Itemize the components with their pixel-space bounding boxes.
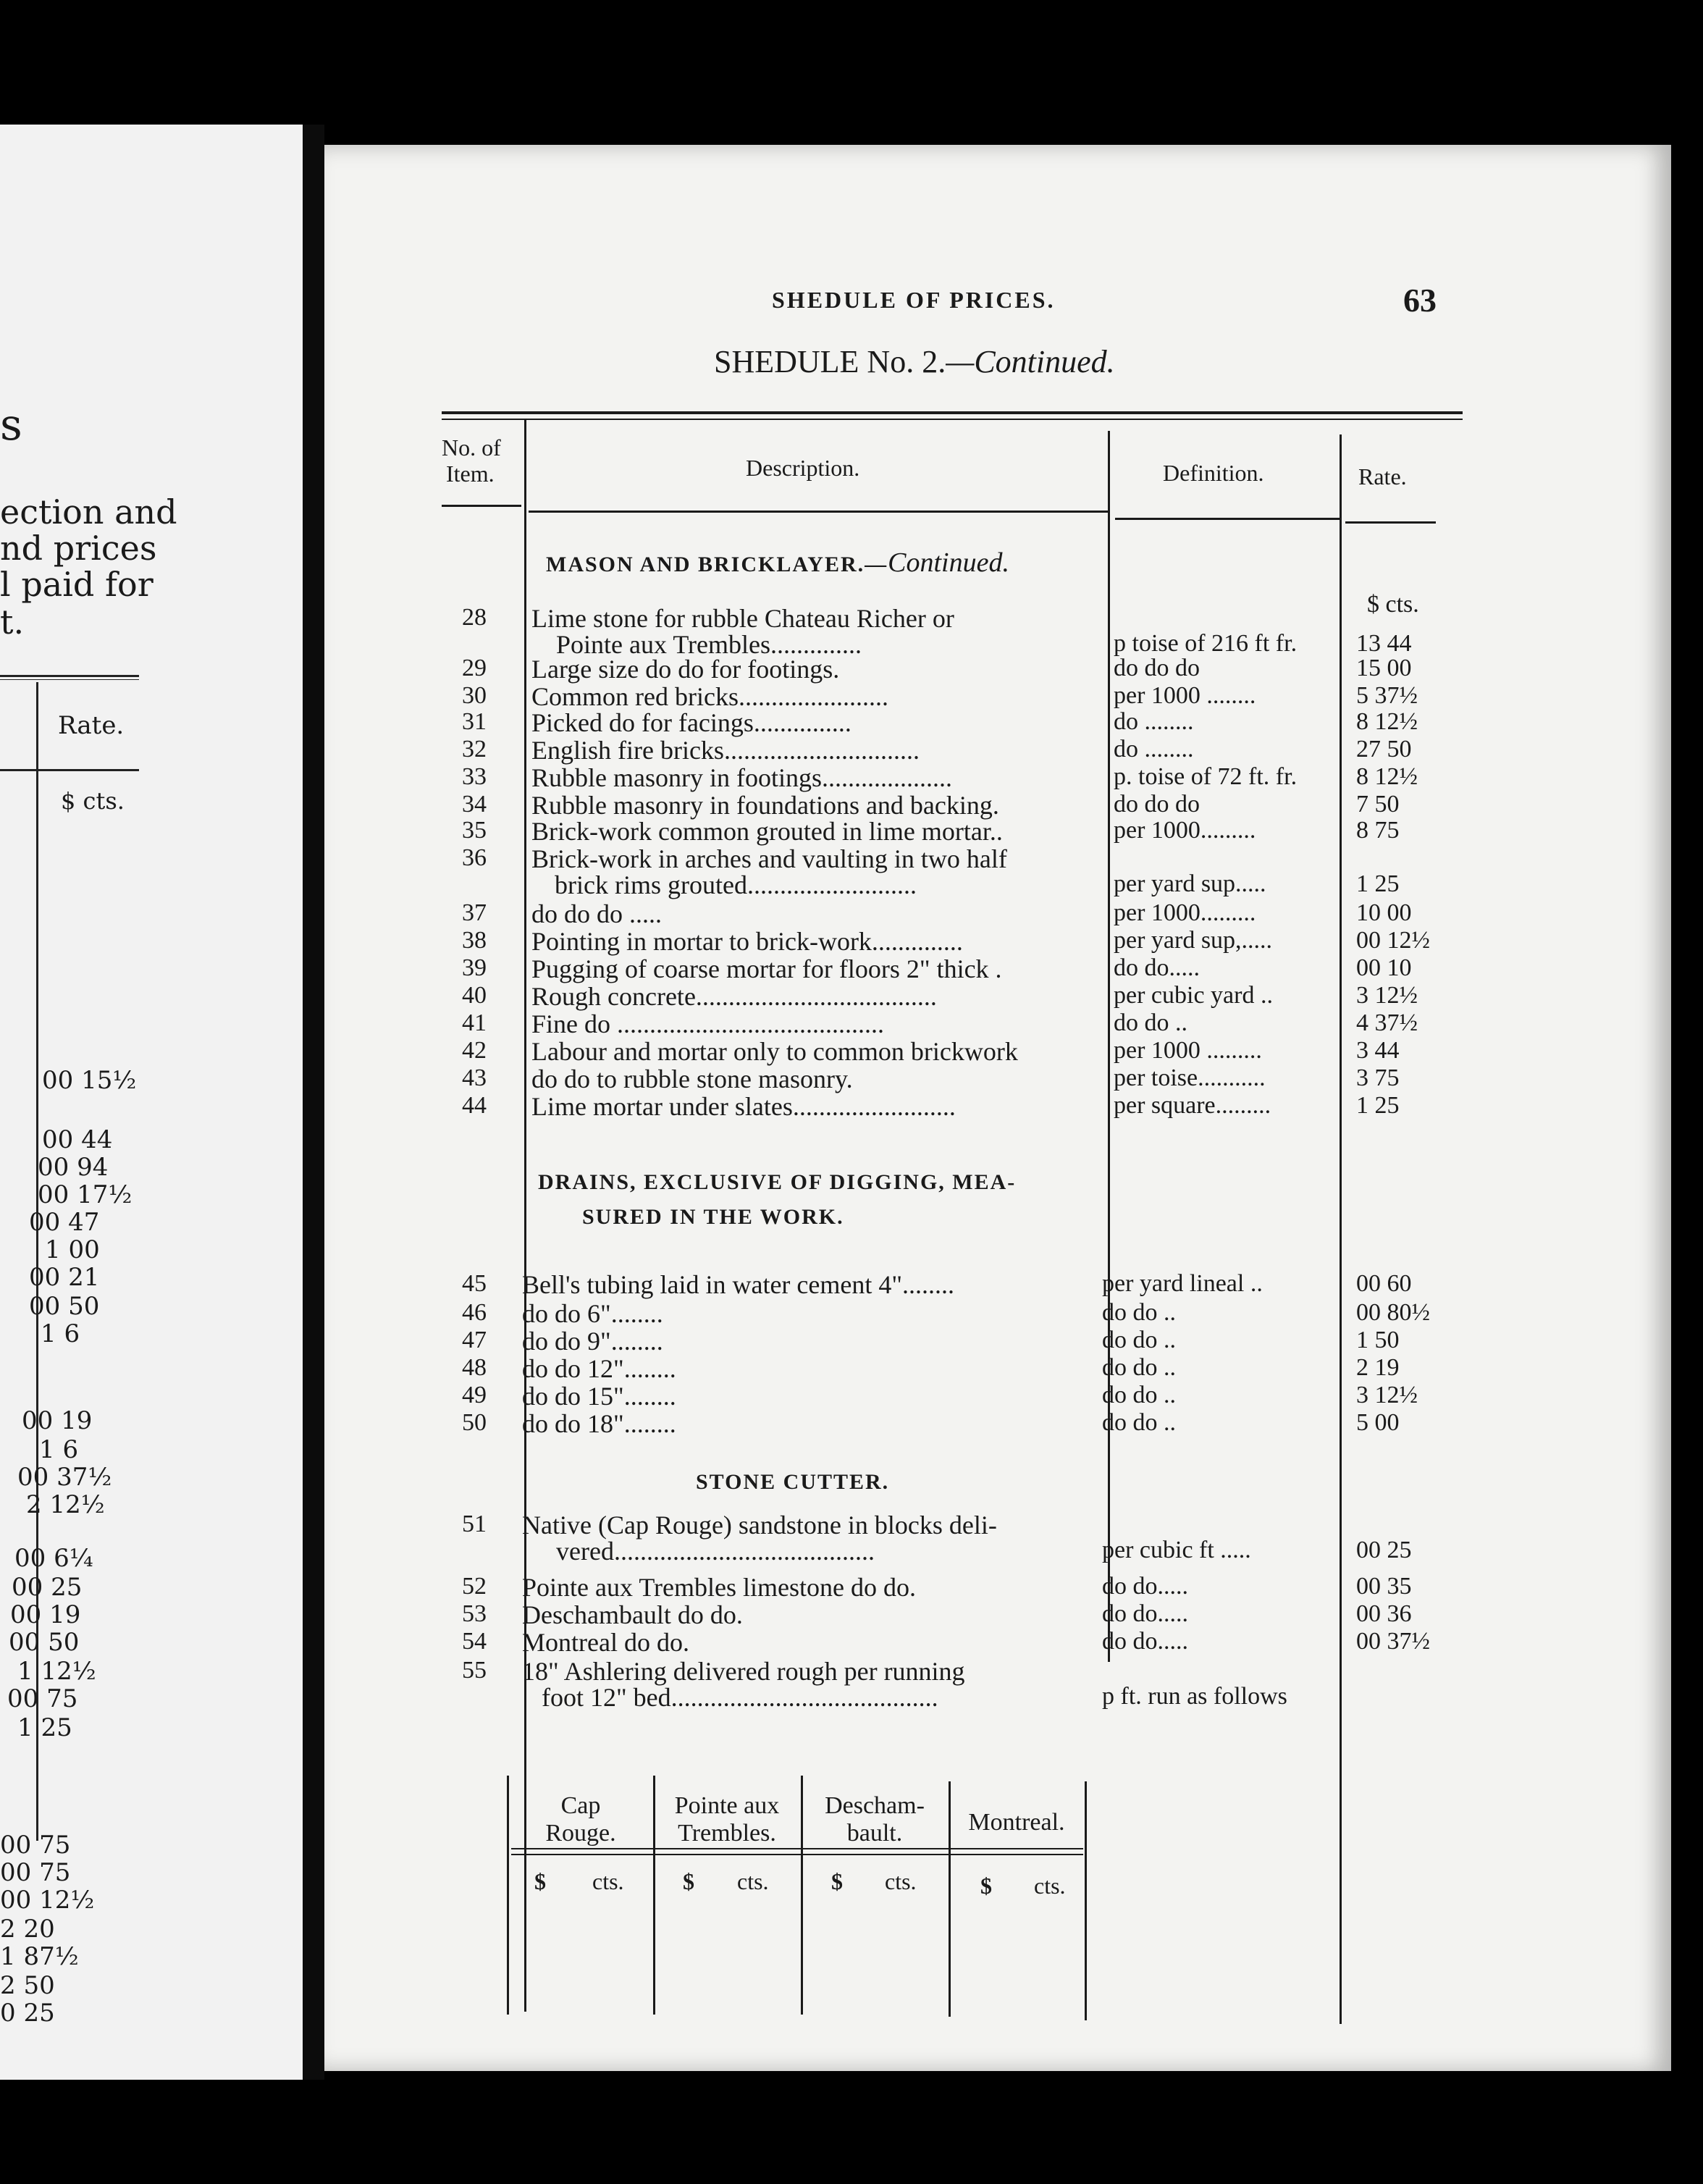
item-description-cont: vered........................................ — [556, 1537, 875, 1566]
item-rate: 8 75 — [1356, 817, 1400, 844]
left-rate-value: 00 17½ — [38, 1180, 133, 1209]
subtable-header-rule — [511, 1848, 1083, 1849]
left-rate-value: 1 6 — [39, 1435, 79, 1464]
item-rate: 00 36 — [1356, 1600, 1412, 1627]
item-number: 53 — [462, 1600, 487, 1627]
item-number: 32 — [462, 736, 487, 763]
left-rule — [0, 769, 139, 771]
item-description: Bell's tubing laid in water cement 4"........ — [522, 1270, 955, 1299]
col-rule-description — [1108, 431, 1110, 1662]
header-rule — [1345, 521, 1436, 524]
item-number: 40 — [462, 982, 487, 1009]
item-definition: do do .. — [1102, 1327, 1176, 1353]
item-rate: 00 25 — [1356, 1537, 1412, 1563]
item-description: Rubble masonry in footings.................... — [531, 763, 952, 792]
item-rate: 3 12½ — [1356, 1382, 1418, 1408]
item-number: 41 — [462, 1009, 487, 1036]
subtable-currency: cts. — [885, 1868, 917, 1894]
subtable-header: Descham- — [825, 1792, 925, 1819]
left-rate-value: 2 20 — [0, 1915, 55, 1944]
item-rate: 00 80½ — [1356, 1299, 1430, 1326]
item-definition: do ........ — [1114, 708, 1194, 735]
item-description: Brick-work in arches and vaulting in two half — [531, 844, 1007, 873]
left-rate-value: 1 00 — [45, 1235, 100, 1264]
item-description: Deschambault do do. — [522, 1600, 743, 1629]
item-number: 38 — [462, 927, 487, 954]
left-rate-value: 00 19 — [10, 1600, 81, 1629]
item-description: Labour and mortar only to common brickwork — [531, 1037, 1018, 1066]
item-definition: p toise of 216 ft fr. — [1114, 630, 1298, 657]
table-top-rule — [442, 419, 1463, 420]
item-definition: per yard sup..... — [1114, 870, 1266, 897]
item-rate: 10 00 — [1356, 899, 1412, 926]
item-number: 52 — [462, 1573, 487, 1600]
item-description: Fine do ......................................... — [531, 1009, 885, 1038]
left-rate-value: 00 75 — [7, 1684, 78, 1713]
left-rate-value: 00 21 — [29, 1263, 100, 1292]
subtable-currency: cts. — [592, 1868, 624, 1894]
left-rate-value: 1 25 — [17, 1713, 72, 1742]
header-rule — [442, 505, 521, 507]
left-text-line: l paid for — [0, 565, 154, 604]
item-rate: 00 35 — [1356, 1573, 1412, 1600]
item-description: Pugging of coarse mortar for floors 2" thick . — [531, 954, 1002, 983]
col-header-description: Description. — [746, 455, 860, 481]
section-mason-title: MASON AND BRICKLAYER.— — [546, 553, 888, 576]
item-number: 51 — [462, 1511, 487, 1537]
item-description: Rubble masonry in foundations and backing. — [531, 791, 999, 820]
item-rate: 00 10 — [1356, 954, 1412, 981]
item-rate: 1 25 — [1356, 870, 1400, 897]
left-rate-header: Rate. — [58, 711, 125, 740]
item-description: Pointe aux Trembles limestone do do. — [522, 1573, 916, 1602]
subtable-col-rule — [801, 1776, 803, 2015]
left-rate-value: 00 6¼ — [14, 1544, 93, 1573]
subtable-currency: cts. — [1034, 1873, 1066, 1899]
left-rate-value: 00 75 — [0, 1831, 71, 1860]
item-definition: per 1000......... — [1114, 817, 1256, 844]
item-number: 43 — [462, 1064, 487, 1091]
item-definition: per 1000 ......... — [1114, 1037, 1262, 1064]
item-number: 36 — [462, 844, 487, 871]
item-number: 31 — [462, 708, 487, 735]
item-description: do do 18"........ — [522, 1409, 676, 1438]
item-definition: do do .. — [1102, 1299, 1176, 1326]
left-rate-value: 00 47 — [29, 1208, 100, 1237]
item-definition: per 1000 ........ — [1114, 682, 1256, 709]
item-rate: 15 00 — [1356, 655, 1412, 681]
subtable-header: Trembles. — [678, 1820, 776, 1847]
item-definition: do do..... — [1114, 954, 1200, 981]
left-rate-value: 2 12½ — [26, 1490, 105, 1519]
subtable-col-rule — [507, 1776, 509, 2015]
item-rate: 13 44 — [1356, 630, 1412, 657]
left-rate-value: 00 15½ — [42, 1066, 137, 1095]
item-definition: per toise........... — [1114, 1064, 1266, 1091]
item-description: Montreal do do. — [522, 1628, 689, 1657]
item-number: 54 — [462, 1628, 487, 1655]
item-definition: per square......... — [1114, 1092, 1271, 1119]
header-rule — [529, 511, 1108, 513]
item-number: 45 — [462, 1270, 487, 1297]
item-rate: 1 25 — [1356, 1092, 1400, 1119]
item-description: Native (Cap Rouge) sandstone in blocks deli- — [522, 1511, 997, 1540]
left-rule — [0, 679, 139, 680]
left-page-fragment — [0, 125, 303, 2080]
item-description: Large size do do for footings. — [531, 655, 840, 684]
item-rate: 1 50 — [1356, 1327, 1400, 1353]
item-definition: do do do — [1114, 655, 1200, 681]
header-rule — [1115, 518, 1340, 520]
left-rate-value: 0 25 — [0, 1999, 55, 2028]
subtable-currency: $ — [831, 1868, 843, 1894]
item-definition: do do .. — [1102, 1409, 1176, 1436]
subtable-currency: $ — [683, 1868, 694, 1894]
item-definition: per cubic ft ..... — [1102, 1537, 1251, 1563]
subtable-header: Montreal. — [968, 1809, 1065, 1836]
item-number: 42 — [462, 1037, 487, 1064]
left-rate-value: 1 12½ — [17, 1657, 96, 1686]
left-rate-value: 00 50 — [29, 1292, 100, 1321]
item-number: 50 — [462, 1409, 487, 1436]
item-description: Brick-work common grouted in lime mortar.. — [531, 817, 1003, 846]
item-definition: do do .. — [1114, 1009, 1187, 1036]
item-rate: 8 12½ — [1356, 708, 1418, 735]
section-stone-cutter: STONE CUTTER. — [696, 1470, 890, 1494]
item-number: 46 — [462, 1299, 487, 1326]
item-rate: 3 75 — [1356, 1064, 1400, 1091]
item-definition: p. toise of 72 ft. fr. — [1114, 763, 1298, 790]
item-rate: 3 44 — [1356, 1037, 1400, 1064]
left-rate-value: 00 37½ — [17, 1463, 112, 1492]
subtable-currency: $ — [980, 1873, 992, 1899]
item-number: 30 — [462, 682, 487, 709]
item-rate: 2 19 — [1356, 1354, 1400, 1381]
item-definition: per cubic yard .. — [1114, 982, 1273, 1009]
subtable-header: Rouge. — [545, 1820, 616, 1847]
item-description: do do 6"........ — [522, 1299, 663, 1328]
item-description: do do 15"........ — [522, 1382, 676, 1411]
item-description: English fire bricks.............................. — [531, 736, 920, 765]
table-top-rule — [442, 411, 1463, 414]
item-definition: per yard lineal .. — [1102, 1270, 1263, 1297]
item-definition: per 1000......... — [1114, 899, 1256, 926]
item-number: 34 — [462, 791, 487, 818]
left-heading-fragment: s — [0, 400, 22, 450]
item-number: 39 — [462, 954, 487, 981]
item-description-cont: foot 12" bed......................................... — [542, 1683, 938, 1712]
item-number: 55 — [462, 1657, 487, 1684]
item-number: 37 — [462, 899, 487, 926]
page-number: 63 — [1403, 282, 1437, 319]
item-number: 49 — [462, 1382, 487, 1408]
subtable-col-rule — [653, 1776, 655, 2015]
item-number: 29 — [462, 655, 487, 681]
item-definition: do do..... — [1102, 1573, 1188, 1600]
item-definition: do do .. — [1102, 1354, 1176, 1381]
item-rate: 4 37½ — [1356, 1009, 1418, 1036]
item-description: do do do ..... — [531, 899, 662, 928]
item-number: 28 — [462, 604, 487, 631]
item-number: 44 — [462, 1092, 487, 1119]
schedule-title-continued: —Continued. — [946, 344, 1115, 379]
item-rate: 7 50 — [1356, 791, 1400, 818]
item-definition: do ........ — [1114, 736, 1194, 763]
item-description: do do to rubble stone masonry. — [531, 1064, 853, 1093]
item-definition: do do .. — [1102, 1382, 1176, 1408]
col-header-item-2: Item. — [446, 461, 495, 487]
item-rate: 5 00 — [1356, 1409, 1400, 1436]
left-text-line: t. — [0, 602, 25, 642]
subtable-header: Pointe aux — [674, 1792, 780, 1819]
item-description-cont: brick rims grouted.......................... — [555, 870, 917, 899]
subtable-currency: cts. — [737, 1868, 769, 1894]
left-rate-value: 00 75 — [0, 1858, 71, 1887]
item-description: Rough concrete..................................... — [531, 982, 937, 1011]
item-rate: 5 37½ — [1356, 682, 1418, 709]
item-definition: p ft. run as follows — [1102, 1683, 1287, 1710]
left-currency-header: $ cts. — [61, 787, 125, 815]
left-rate-value: 1 6 — [41, 1319, 80, 1348]
item-description: Pointing in mortar to brick-work.............. — [531, 927, 963, 956]
subtable-header: bault. — [846, 1820, 903, 1847]
section-drains-line1: DRAINS, EXCLUSIVE OF DIGGING, MEA- — [538, 1170, 1017, 1194]
item-rate: 3 12½ — [1356, 982, 1418, 1009]
item-number: 33 — [462, 763, 487, 790]
item-definition: per yard sup,..... — [1114, 927, 1273, 954]
col-rule-definition — [1340, 434, 1342, 2024]
item-number: 47 — [462, 1327, 487, 1353]
left-rate-value: 00 12½ — [0, 1886, 95, 1915]
item-rate: 8 12½ — [1356, 763, 1418, 790]
section-drains-line2: SURED IN THE WORK. — [582, 1205, 844, 1229]
item-number: 35 — [462, 817, 487, 844]
left-rate-value: 00 19 — [22, 1406, 93, 1435]
subtable-col-rule — [949, 1781, 951, 2017]
item-definition: do do..... — [1102, 1628, 1188, 1655]
left-rate-value: 00 50 — [9, 1628, 80, 1657]
item-description: Lime mortar under slates......................... — [531, 1092, 956, 1121]
right-page — [324, 145, 1671, 2071]
item-description-cont: Pointe aux Trembles.............. — [556, 630, 862, 659]
item-rate: 00 37½ — [1356, 1628, 1430, 1655]
col-header-rate: Rate. — [1358, 463, 1407, 490]
left-rule — [0, 675, 139, 677]
schedule-title-text: SHEDULE No. 2. — [714, 344, 946, 379]
rate-currency-header: $ cts. — [1367, 591, 1419, 618]
section-mason — [546, 549, 1009, 576]
left-rate-value: 2 50 — [0, 1971, 55, 2000]
item-definition: do do do — [1114, 791, 1200, 818]
schedule-title — [714, 346, 1115, 378]
item-rate: 00 60 — [1356, 1270, 1412, 1297]
subtable-header: Cap — [560, 1792, 601, 1819]
left-text-line: ection and — [0, 492, 177, 532]
subtable-currency: $ — [534, 1868, 546, 1894]
section-mason-continued: Continued. — [888, 547, 1009, 578]
item-description: Common red bricks....................... — [531, 682, 888, 711]
left-text-line: nd prices — [0, 529, 157, 568]
col-header-definition: Definition. — [1163, 460, 1264, 486]
left-rate-value: 1 87½ — [0, 1942, 79, 1971]
book-gutter — [303, 125, 324, 2080]
item-rate: 00 12½ — [1356, 927, 1430, 954]
item-description: Picked do for facings............... — [531, 708, 852, 737]
item-definition: do do..... — [1102, 1600, 1188, 1627]
item-number: 48 — [462, 1354, 487, 1381]
item-description: do do 9"........ — [522, 1327, 663, 1356]
subtable-header-rule — [511, 1854, 1083, 1855]
item-description: do do 12"........ — [522, 1354, 676, 1383]
left-rate-value: 00 44 — [42, 1125, 113, 1154]
running-title: SHEDULE OF PRICES. — [772, 287, 1056, 313]
left-rate-value: 00 25 — [12, 1573, 83, 1602]
item-description: Lime stone for rubble Chateau Richer or — [531, 604, 954, 633]
col-rule-item — [524, 419, 526, 2012]
item-description: 18" Ashlering delivered rough per running — [522, 1657, 965, 1686]
left-rate-value: 00 94 — [38, 1153, 109, 1182]
item-rate: 27 50 — [1356, 736, 1412, 763]
col-header-item-1: No. of — [442, 434, 501, 461]
subtable-col-rule — [1085, 1781, 1087, 2020]
